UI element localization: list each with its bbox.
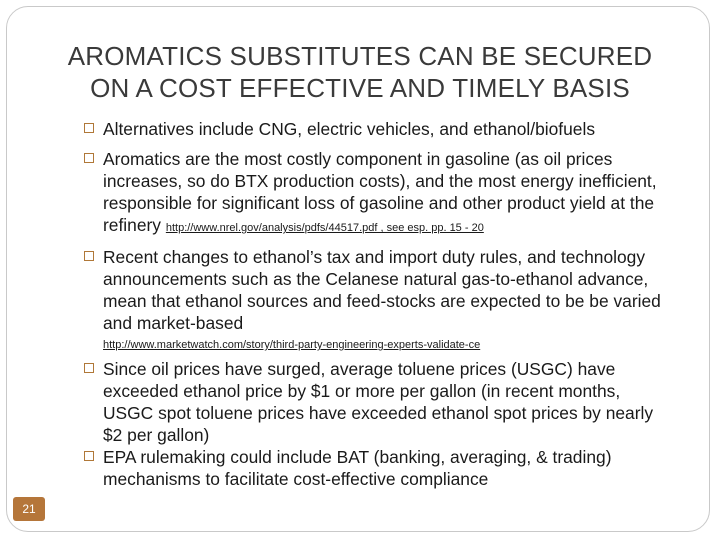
bullet-text: Aromatics are the most costly component in gasoline (as oil prices increases, so do BTX production costs), and the most energy inefficient, responsible for significant loss of gasoline and other product yield at the refinery (103, 149, 657, 235)
checkbox-bullet-icon (84, 363, 94, 373)
bullet-item (84, 446, 674, 490)
bullet-item (84, 246, 674, 352)
bullet-list (84, 118, 674, 490)
checkbox-bullet-icon (84, 123, 94, 133)
slide-title (40, 40, 680, 104)
bullet-text: Alternatives include CNG, electric vehicles, and ethanol/biofuels (103, 119, 596, 139)
checkbox-bullet-icon (84, 251, 94, 261)
bullet-text: Recent changes to ethanol’s tax and import duty rules, and technology announcements such as the Celanese natural gas-to-ethanol advance, mean that ethanol sources and feed-stocks are expected to be be varied and market-based (103, 247, 661, 333)
bullet-text: EPA rulemaking could include BAT (banking, averaging, & trading) mechanisms to facilitate cost-effective compliance (103, 447, 612, 489)
reference-link[interactable]: http://www.nrel.gov/analysis/pdfs/44517.pdf , see esp. pp. 15 - 20 (165, 222, 484, 234)
bullet-item (84, 148, 674, 236)
bullet-text: Since oil prices have surged, average toluene prices (USGC) have exceeded ethanol price by $1 or more per gallon (in recent months, USGC spot toluene prices have exceeded ethanol spot prices by nearly $2 per gallon) (103, 359, 654, 445)
bullet-item (84, 358, 674, 446)
title-line-1: AROMATICS SUBSTITUTES CAN BE SECURED (67, 41, 653, 71)
checkbox-bullet-icon (84, 451, 94, 461)
reference-link[interactable]: http://www.marketwatch.com/story/third-party-engineering-experts-validate-ce (103, 339, 481, 351)
page-number-badge: 21 (13, 497, 45, 521)
checkbox-bullet-icon (84, 153, 94, 163)
bullet-item (84, 118, 674, 140)
title-line-2: ON A COST EFFECTIVE AND TIMELY BASIS (90, 73, 630, 103)
